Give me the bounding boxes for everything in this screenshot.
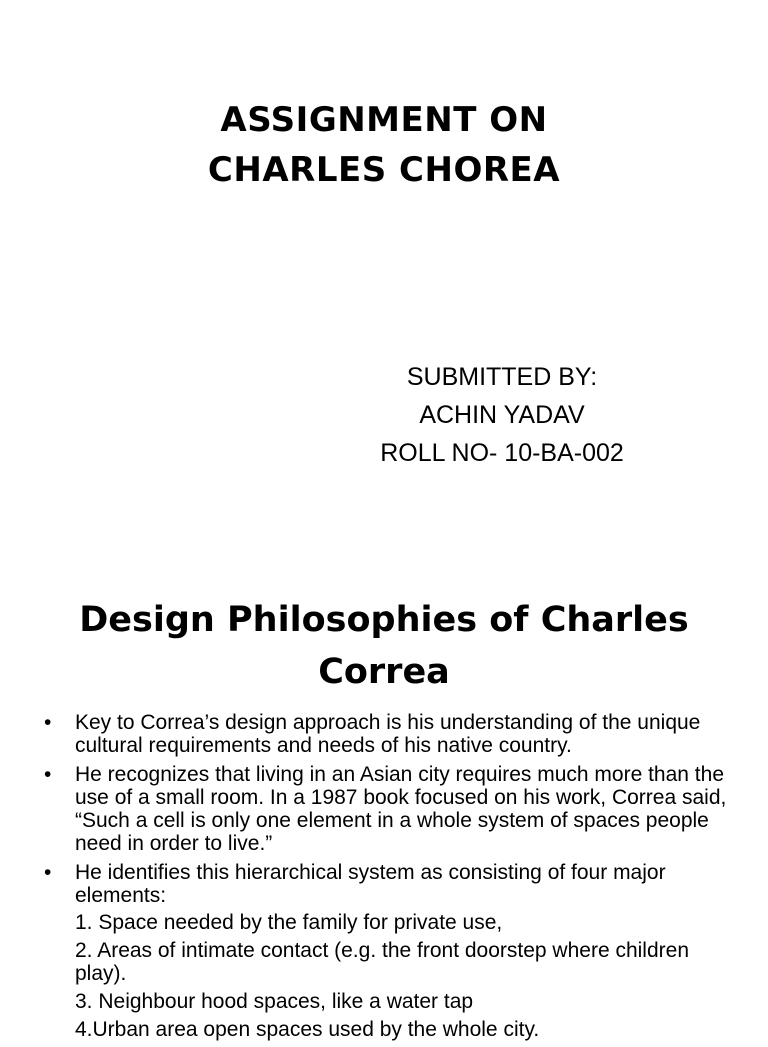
bullet-item	[0, 711, 768, 757]
sub-item: 3. Neighbour hood spaces, like a water tap	[75, 990, 474, 1013]
content-slide	[0, 576, 768, 1041]
bullet-icon: •	[44, 763, 52, 786]
assignment-title-line-1: ASSIGNMENT ON	[220, 100, 548, 140]
student-name: ACHIN YADAV	[419, 401, 585, 429]
element-sublist	[75, 911, 728, 1041]
bullet-icon: •	[44, 711, 52, 734]
sub-item: 2. Areas of intimate contact (e.g. the front doorstep where children play).	[75, 939, 690, 985]
sub-item: 1. Space needed by the family for private use,	[75, 911, 503, 934]
sub-item: 4.Urban area open spaces used by the whole city.	[75, 1018, 540, 1041]
bullet-text: He identifies this hierarchical system as consisting of four major elements:	[75, 861, 666, 907]
submitted-by-label: SUBMITTED BY:	[406, 363, 598, 391]
assignment-title-line-2: CHARLES CHOREA	[207, 150, 561, 190]
bullet-text: Key to Correa’s design approach is his understanding of the unique cultural requirements and needs of his native country.	[75, 711, 701, 757]
philosophies-title-line-2: Correa	[318, 652, 450, 692]
assignment-title	[0, 95, 768, 195]
bullet-item	[0, 763, 768, 855]
bullet-list	[0, 711, 768, 1047]
submitted-by-block	[340, 358, 664, 472]
roll-number: ROLL NO- 10-BA-002	[380, 439, 624, 467]
bullet-text: He recognizes that living in an Asian city requires much more than the use of a small room. In a 1987 book focused on his work, Correa said, “Such a cell is only one element in a whole system of spaces people need in order to live.”	[75, 763, 727, 855]
philosophies-title	[0, 594, 768, 698]
bullet-icon: •	[44, 861, 52, 884]
philosophies-title-line-1: Design Philosophies of Charles	[79, 600, 689, 640]
bullet-item	[0, 861, 768, 1041]
